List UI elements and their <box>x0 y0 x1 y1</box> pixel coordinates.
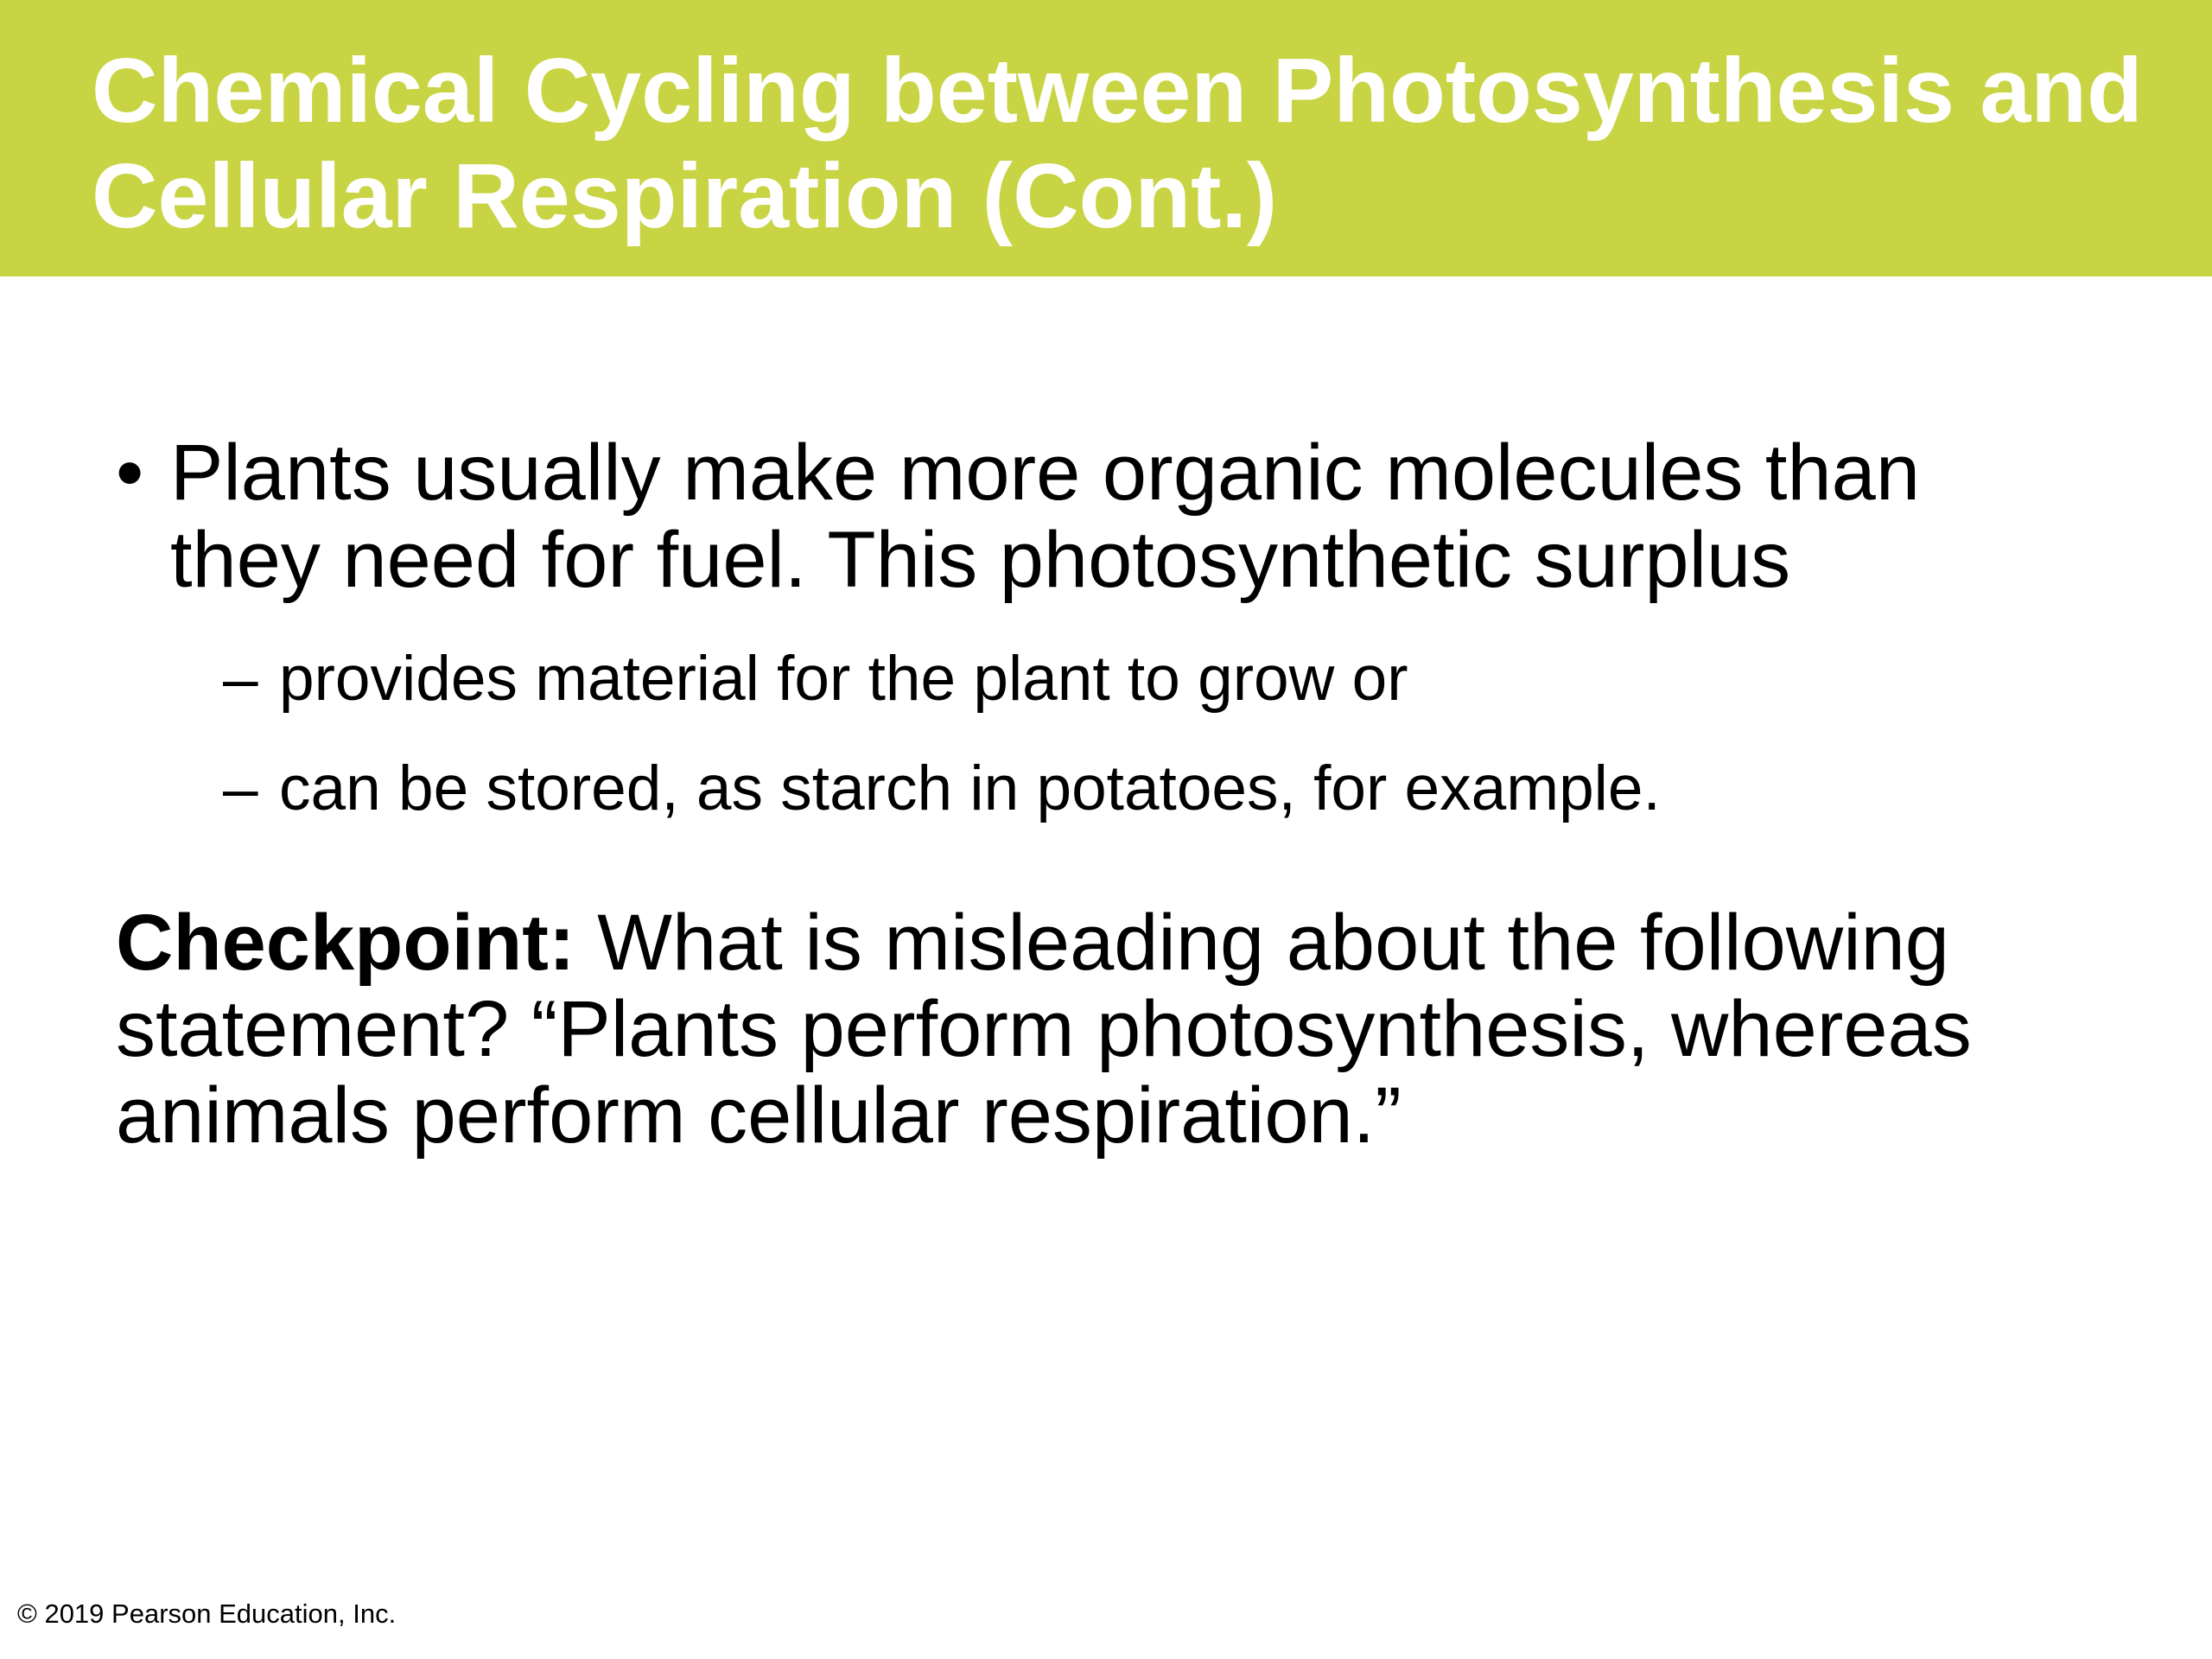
checkpoint-label: Checkpoint: <box>116 899 575 987</box>
bullet-marker: • <box>116 429 144 517</box>
sub-bullet-marker: – <box>223 753 258 823</box>
bullet-text: Plants usually make more organic molecules than they need for fuel. This photosynthetic surplus <box>170 429 1920 604</box>
copyright-footer: © 2019 Pearson Education, Inc. <box>17 1599 397 1629</box>
checkpoint-text: What is misleading about the following statement? “Plants perform photosynthesis, whereas animals perform cellular respiration.” <box>116 899 1972 1160</box>
sub-bullet-marker: – <box>223 644 258 714</box>
sub-bullet-text: can be stored, as starch in potatoes, for example. <box>279 753 1661 823</box>
checkpoint-question <box>116 899 2103 1159</box>
slide-title: Chemical Cycling between Photosynthesis and Cellular Respiration (Cont.) <box>92 40 2143 247</box>
sub-bullet-text: provides material for the plant to grow or <box>279 644 1408 714</box>
